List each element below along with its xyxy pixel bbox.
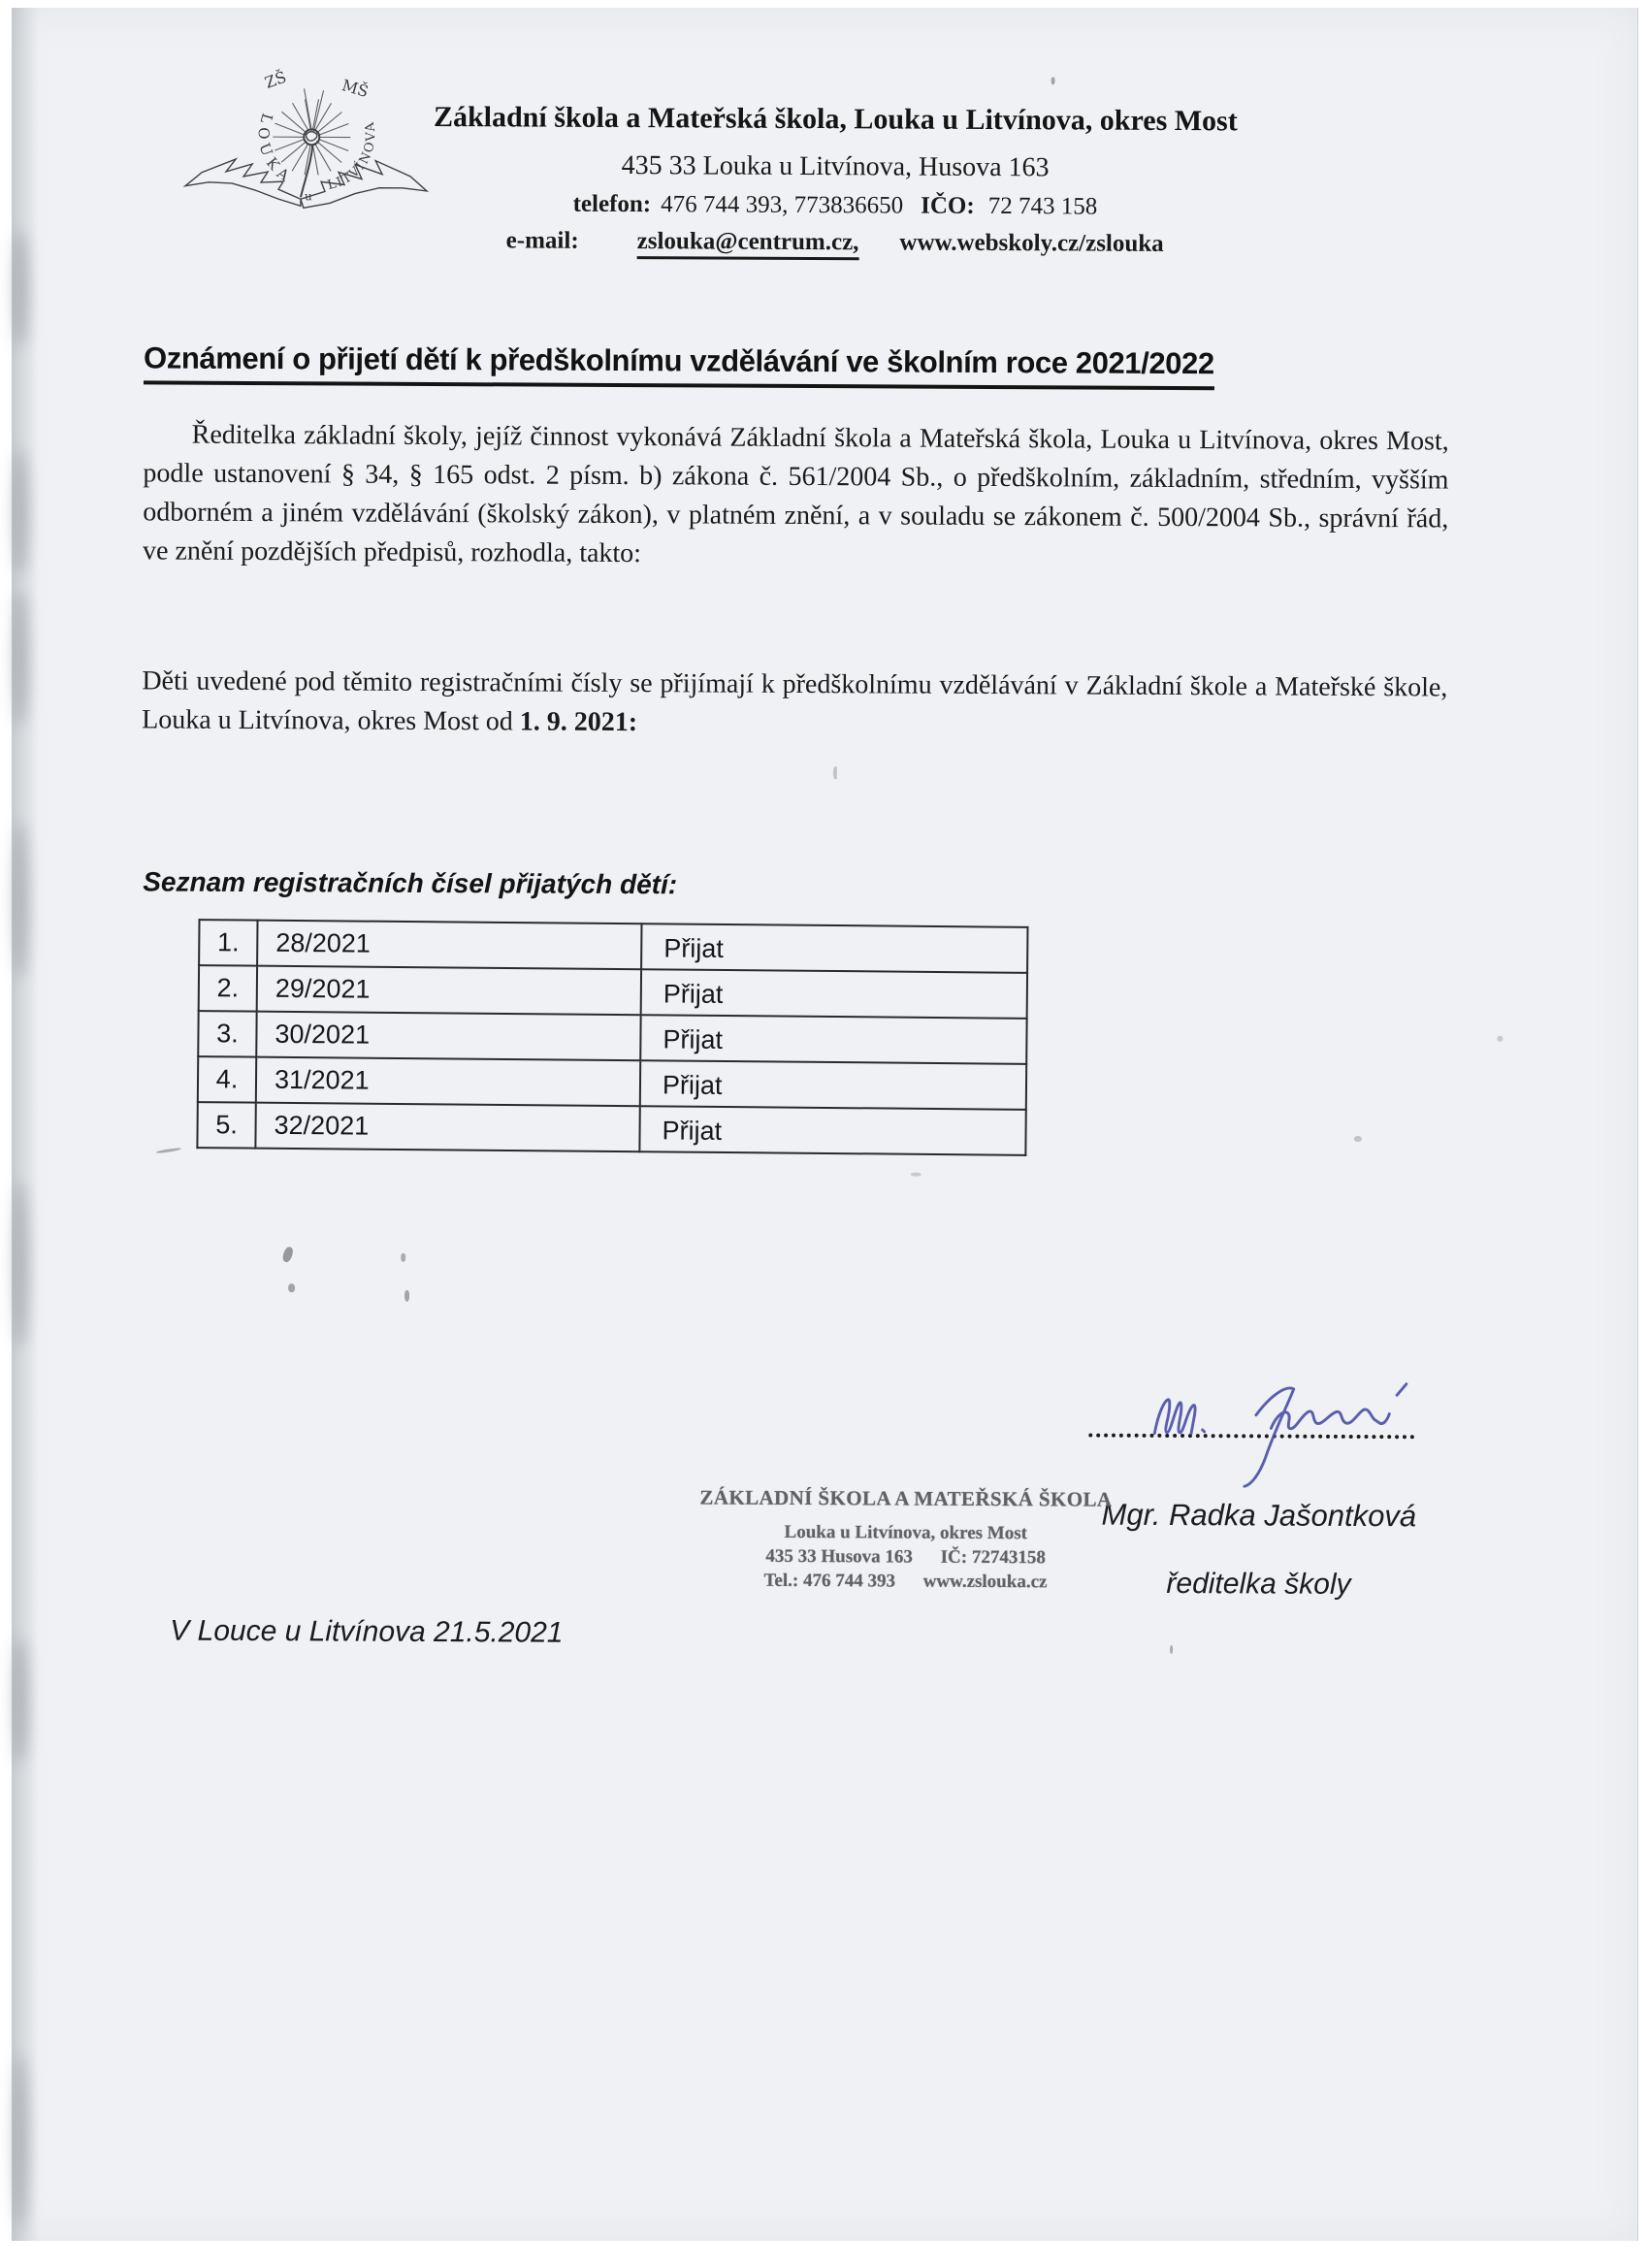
scan-speckle (288, 1283, 295, 1292)
status-cell: Přijat (639, 1106, 1025, 1155)
stamp-school-name: ZÁKLADNÍ ŠKOLA A MATEŘSKÁ ŠKOLA (699, 1485, 1113, 1511)
registration-number-cell: 32/2021 (255, 1103, 639, 1152)
row-number-cell: 2. (199, 965, 257, 1012)
place-and-date: V Louce u Litvínova 21.5.2021 (170, 1614, 564, 1649)
registration-number-cell: 30/2021 (256, 1012, 640, 1061)
school-stamp (672, 1485, 1139, 1597)
ico-label: IČO: (921, 192, 975, 219)
stamp-phone: Tel.: 476 744 393 (763, 1570, 896, 1592)
status-cell: Přijat (641, 969, 1027, 1019)
stamp-town: Louka u Litvínova, okres Most (784, 1521, 1028, 1544)
logo-text-zs: ZŠ (262, 67, 289, 92)
school-email-line (282, 226, 1388, 263)
document-title: Oznámení o přijetí dětí k předškolnímu vzdělávání ve školním roce 2021/2022 (144, 340, 1214, 390)
status-cell: Přijat (640, 1060, 1026, 1110)
logo-text-louka: LOUKA (254, 111, 298, 188)
scan-speckle (911, 1173, 922, 1177)
stamp-street: 435 33 Husova 163 (765, 1545, 913, 1568)
list-heading: Seznam registračních čísel přijatých dětí: (143, 866, 678, 900)
body-paragraph-decision (142, 662, 1447, 746)
phone-numbers: 476 744 393, 773836650 (661, 191, 904, 219)
registration-number-cell: 31/2021 (256, 1057, 640, 1107)
row-number-cell: 4. (198, 1056, 256, 1103)
director-name: Mgr. Radka Jašontková (1101, 1497, 1417, 1534)
school-address: 435 33 Louka u Litvínova, Husova 163 (621, 150, 1050, 183)
handwritten-signature (1110, 1366, 1431, 1513)
scan-speckle (1051, 77, 1055, 84)
decision-text: Děti uvedené pod těmito registračními čísly se přijímají k předškolnímu vzdělávání v Základní škole a Mateřské škole, Louka u Litvínova, okres Most od (142, 665, 1448, 737)
table-row (199, 965, 1027, 1019)
logo-text-litvinova: LITVÍNOVA (326, 119, 379, 194)
table-row (197, 1102, 1025, 1155)
school-contact-line (282, 189, 1388, 222)
table-row (198, 1011, 1026, 1064)
email-address: zslouka@centrum.cz, (637, 228, 859, 260)
scan-speckle (156, 1148, 181, 1154)
scanned-paper (12, 8, 1638, 2241)
registration-number-cell: 28/2021 (257, 921, 641, 970)
row-number-cell: 1. (199, 920, 257, 966)
website-address: www.webskoly.cz/zslouka (899, 229, 1164, 257)
director-role: ředitelka školy (1166, 1567, 1351, 1601)
scan-speckle (401, 1253, 405, 1262)
letterhead (12, 4, 1637, 257)
stamp-ic: IČ: 72743158 (940, 1546, 1046, 1569)
registration-number-cell: 29/2021 (257, 966, 641, 1016)
status-cell: Přijat (640, 1015, 1026, 1064)
table-row (199, 920, 1027, 973)
phone-label: telefon: (572, 190, 652, 218)
stamp-website: www.zslouka.cz (922, 1571, 1048, 1593)
scan-speckle (1170, 1645, 1173, 1654)
status-cell: Přijat (641, 923, 1027, 973)
logo-text-u: u (304, 189, 312, 204)
ico-value: 72 743 158 (987, 192, 1098, 220)
scan-speckle (1354, 1136, 1362, 1142)
effective-date: 1. 9. 2021: (519, 706, 638, 738)
table-row (198, 1056, 1026, 1110)
accepted-children-table (196, 919, 1028, 1156)
body-paragraph-legal: Ředitelka základní školy, jejíž činnost vykonává Základní škola a Mateřská škola, Louka u Litvínova, okres Most, podle ustanovení § 34, § 165 odst. 2 písm. b) zákona č. 561/2004 Sb., o předškolním, základním, středním, vyšším odborném a jiném vzdělávání (školský zákon), v platném znění, a v souladu se zákonem č. 500/2004 Sb., správní řád, ve znění pozdějších předpisů, rozhodla, takto: (142, 419, 1449, 569)
scan-speckle (1497, 1036, 1503, 1042)
email-label: e-mail: (505, 227, 579, 254)
scan-speckle (281, 1246, 295, 1263)
scan-speckle (833, 766, 837, 779)
row-number-cell: 3. (198, 1011, 256, 1057)
row-number-cell: 5. (197, 1102, 255, 1149)
school-name: Základní škola a Mateřská škola, Louka u Litvínova, okres Most (433, 100, 1238, 138)
logo-text-ms: MŠ (340, 76, 372, 101)
scan-speckle (404, 1290, 409, 1302)
